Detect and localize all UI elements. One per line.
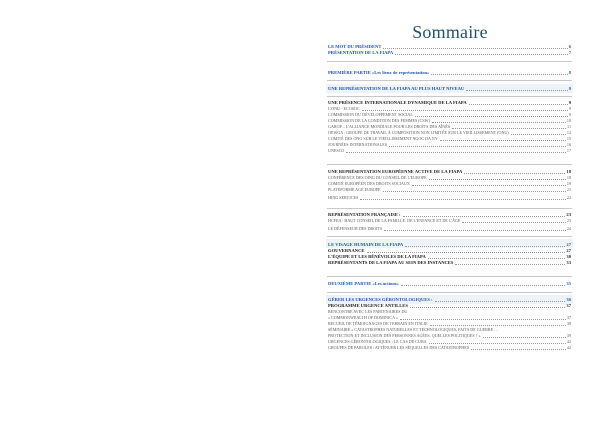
dot-leader [431, 74, 567, 75]
toc-entry-title: LE DÉFENSEUR DES DROITS [328, 226, 383, 231]
toc-entry-title: UNE REPRÉSENTATION EUROPÉENNE ACTIVE DE LA FIAPA [328, 169, 463, 174]
toc-entry-title: COMMISSION DE LA CONDITION DES FEMMES (CSW) [328, 118, 430, 123]
divider [327, 236, 572, 237]
divider [327, 96, 572, 97]
dot-leader [428, 258, 566, 259]
dot-leader [410, 307, 566, 308]
toc-entry-title: L'ÉQUIPE ET LES BÉNÉVOLES DE LA FIAPA [328, 254, 426, 259]
dot-leader [429, 343, 566, 344]
toc-entry-page: 21 [566, 187, 571, 192]
toc-entry-page: 39 [566, 333, 571, 338]
toc-entry-title: LE MOT DU PRÉSIDENT [328, 44, 382, 49]
toc-entry-page: 37 [566, 315, 571, 320]
toc-entry-title: UNE PRÉSENCE INTERNATIONALE DYNAMIQUE DE LA FIAPA [328, 100, 467, 105]
toc-entry-title: « COMMONWEALTH OF DOMINICA » [328, 315, 398, 320]
dot-leader [415, 116, 568, 117]
toc-entry[interactable] [328, 281, 571, 287]
toc-entry[interactable] [328, 148, 571, 154]
divider [327, 208, 572, 209]
toc-entry-title: UNE REPRÉSENTATION DE LA FIAPA AU PLUS HAUT NIVEAU [328, 86, 465, 91]
divider [327, 80, 572, 81]
dot-leader [384, 230, 566, 231]
toc-entry-title: PRÉSENTATION DE LA FIAPA [328, 50, 394, 55]
dot-leader [430, 325, 566, 326]
toc-entry-page: 9 [568, 106, 571, 111]
dot-leader [367, 252, 566, 253]
toc-entry-title: UNESCO [328, 148, 345, 153]
toc-entry-title: URGENCES GÉRONTOLOGIQUES : LE CAS DE CUBA [328, 339, 427, 344]
dot-leader [435, 301, 566, 302]
toc-entry-page: 35 [566, 281, 571, 286]
toc-entry-page: 9 [568, 100, 571, 105]
dot-leader [383, 48, 567, 49]
dot-leader [483, 337, 566, 338]
toc-entry-page: 15 [566, 136, 571, 141]
toc-entry-page: 42 [566, 339, 571, 344]
dot-leader [464, 173, 565, 174]
dot-leader [401, 285, 566, 286]
divider [327, 292, 572, 293]
dot-leader [429, 179, 566, 180]
toc-entry-title: PROGRAMME URGENCE ANTILLES [328, 303, 408, 308]
dot-leader [346, 152, 566, 153]
divider [327, 276, 572, 277]
toc-entry[interactable] [328, 345, 571, 351]
toc-entry-page: 18 [566, 175, 571, 180]
toc-entry-title: RENCONTRE AVEC LES PARTENAIRES DU [328, 309, 408, 314]
dot-leader [462, 222, 565, 223]
toc-entry-title: REPRÉSENTATION FRANÇAISE : [328, 212, 401, 217]
toc-entry[interactable] [328, 187, 571, 193]
toc-entry[interactable] [328, 86, 571, 92]
toc-entry[interactable] [328, 195, 571, 201]
dot-leader [511, 134, 566, 135]
toc-entry-page: 6 [568, 44, 571, 49]
toc-entry-page: 9 [568, 86, 571, 91]
dot-leader [360, 199, 566, 200]
toc-entry-page: 9 [568, 112, 571, 117]
dot-leader [466, 90, 567, 91]
toc-entry-title: HING SERVICES [328, 195, 359, 200]
toc-entry-page: 23 [566, 218, 571, 223]
dot-leader [395, 54, 567, 55]
toc-entry[interactable] [328, 70, 571, 76]
dot-leader [452, 128, 566, 129]
toc-entry-title: L'ONU - ECOSOC [328, 106, 360, 111]
toc-entry-title: COMITÉ DES ONG SUR LE VIEILLISSEMENT NGOC DA NY [328, 136, 438, 141]
toc-entry-title: LE VISAGE HUMAIN DE LA FIAPA [328, 242, 404, 247]
toc-entry-page: 10 [566, 118, 571, 123]
toc-entry-title: PROTECTION ET INCLUSION DES PERSONNES AGÉES. QUELLES POLITIQUES ? » [328, 333, 481, 338]
toc-entry-title: DEUXIÈME PARTIE «Les actions» [328, 281, 399, 286]
toc-entry-title: PREMIÈRE PARTIE «Les lieux de représentation» [328, 70, 430, 75]
toc-entry[interactable] [328, 226, 571, 232]
toc-entry[interactable] [328, 260, 571, 266]
toc-entry-page: 27 [566, 242, 571, 247]
toc-entry-page: 30 [566, 254, 571, 259]
dot-leader [455, 264, 565, 265]
toc-entry-title: HCFEA : HAUT CONSEIL DE LA FAMILLE, DE L'ENFANCE ET DE L'ÂGE [328, 218, 461, 223]
toc-entry-title: REPRÉSENTANTS DE LA FIAPA AU SEIN DES INSTANCES [328, 260, 454, 265]
dot-leader [471, 349, 566, 350]
dot-leader [432, 122, 566, 123]
toc-entry-title: CONFÉRENCE DES OING DU CONSEIL DE L'EUROPE [328, 175, 427, 180]
dot-leader [440, 140, 566, 141]
toc-entry-page: 11 [567, 124, 571, 129]
toc-entry-page: 12 [566, 130, 571, 135]
dot-leader [389, 146, 566, 147]
toc-entry-page: 27 [566, 248, 571, 253]
toc-entry-page: 8 [568, 70, 571, 75]
toc-entry-title: OEWGA : GROUPE DE TRAVAIL À COMPOSITION NON LIMITÉE SUR LE VIEILLISSEMENT (ONU) [328, 130, 509, 135]
toc-entry-title: RECUEIL DE TÉMOIGNAGES DE TERRAIN EN ITALIE [328, 321, 428, 326]
toc-entry-title: GAROP – L'ALLIANCE MONDIALE POUR LES DROITS DES AÎNÉS [328, 124, 451, 129]
dot-leader [403, 216, 566, 217]
dot-leader [412, 185, 566, 186]
toc-entry-page: 19 [566, 181, 571, 186]
dot-leader [362, 110, 568, 111]
toc-entry-page: 38 [566, 321, 571, 326]
toc-entry-page: 42 [566, 345, 571, 350]
toc-entry-page: 17 [566, 148, 571, 153]
toc-entry-page: 18 [566, 169, 571, 174]
toc-entry-page: 16 [566, 142, 571, 147]
toc-entry[interactable] [328, 50, 571, 56]
toc-entry-title: COMITÉ EUROPÉEN DES DROITS SOCIAUX [328, 181, 410, 186]
dot-leader [405, 246, 565, 247]
toc-entry-page: 22 [566, 195, 571, 200]
toc-entry-page: 7 [568, 50, 571, 55]
toc-entry-title: JOURNÉES INTERNATIONALES [328, 142, 388, 147]
toc-entry-page: 33 [566, 260, 571, 265]
divider [327, 164, 572, 165]
toc-entry-page: 24 [566, 226, 571, 231]
dot-leader [469, 104, 568, 105]
divider [327, 61, 572, 62]
toc-entry-title: GOUVERNANCE [328, 248, 365, 253]
toc-entry-title: SÉMINAIRE « CATASTROPHES NATURELLES ET TECHNOLOGIQUES, FAITS DE GUERRE … [328, 327, 499, 332]
toc-entry-title: PLATEFORME AGE EUROPE [328, 187, 381, 192]
toc-entry-title: GROUPES DE PAROLES : ATTÉNUER LES SÉQUELLES DES CATASTROPHES [328, 345, 469, 350]
toc-entry-page: 36 [566, 297, 571, 302]
toc-entry-title: COMMISSION DU DÉVELOPPEMENT SOCIAL [328, 112, 413, 117]
toc-entry-title: GÉRER LES URGENCES GÉRONTOLOGIQUES : [328, 297, 433, 302]
dot-leader [383, 191, 566, 192]
page-title: Sommaire [412, 22, 488, 42]
dot-leader [400, 319, 566, 320]
toc-entry-page: 23 [566, 212, 571, 217]
toc-entry-page: 37 [566, 303, 571, 308]
toc-entry[interactable] [328, 218, 571, 224]
